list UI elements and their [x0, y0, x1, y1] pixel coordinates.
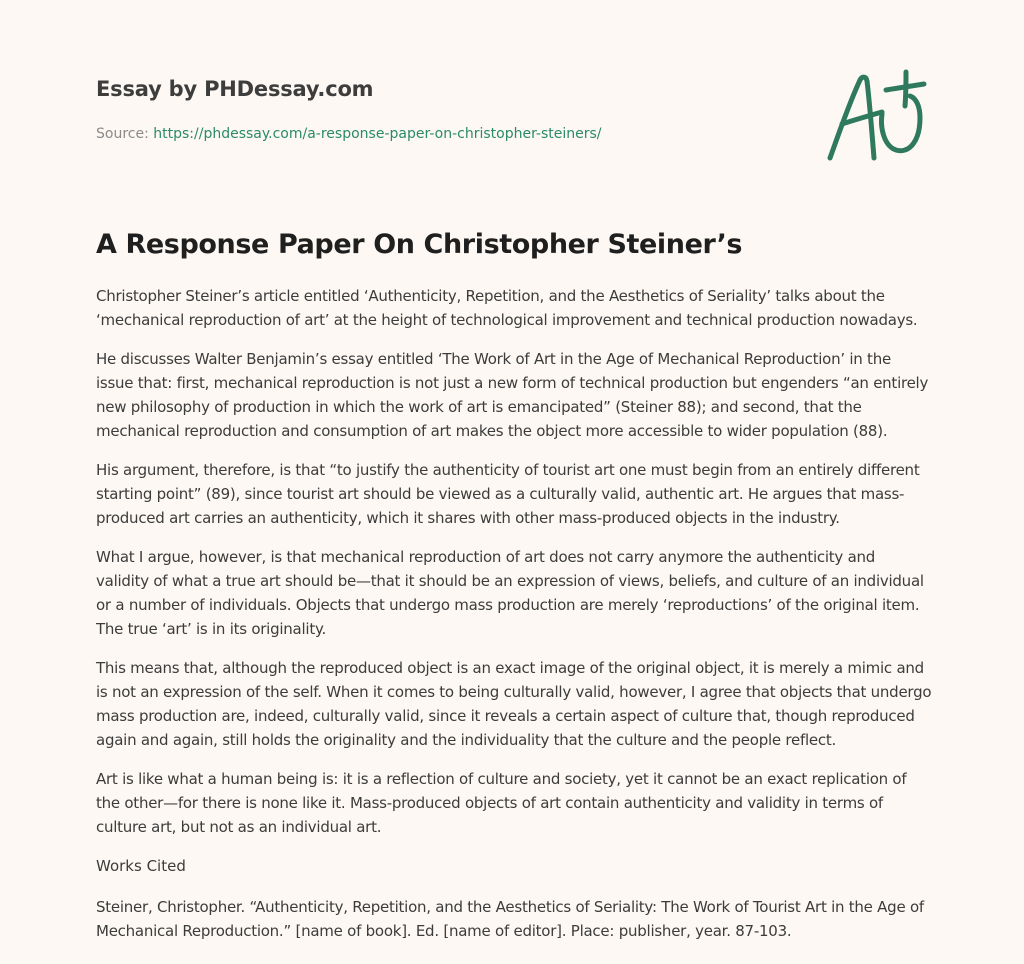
paragraph-4: What I argue, however, is that mechanical reproduction of art does not carry anymore the authenticity and validity of what a true art should be—that it should be an expression of views, beliefs, and culture of an individual or a number of individuals. Objects that undergo mass production are merely ‘reproductions’ of the original item. The true ‘art’ is in its originality. — [96, 548, 924, 638]
site-title: Essay by PHDessay.com — [96, 77, 374, 101]
paragraph-1: Christopher Steiner’s article entitled ‘Authenticity, Repetition, and the Aesthetics of Seriality’ talks about the ‘mechanical reproduction of art’ at the height of technological improvement and technical production nowadays. — [96, 287, 918, 329]
paragraph-3: His argument, therefore, is that “to justify the authenticity of tourist art one must begin from an entirely different starting point” (89), since tourist art should be viewed as a culturally valid, authentic art. He argues that mass-produced art carries an authenticity, which it shares with other mass-produced objects in the industry. — [96, 461, 920, 527]
article-body — [96, 284, 932, 958]
a-plus-logo-icon — [820, 66, 932, 166]
paragraph-2: He discusses Walter Benjamin’s essay entitled ‘The Work of Art in the Age of Mechanical Reproduction’ in the issue that: first, mechanical reproduction is not just a new form of technical production but engenders “an entirely new philosophy of production in which the work of art is emancipated” (Steiner 88); and second, that the mechanical reproduction and consumption of art makes the object more accessible to wider population (88). — [96, 350, 929, 440]
source-label: Source: — [96, 126, 149, 142]
works-cited-heading: Works Cited — [96, 857, 186, 875]
source-link[interactable]: https://phdessay.com/a-response-paper-on-christopher-steiners/ — [153, 126, 602, 142]
citation-entry: Steiner, Christopher. “Authenticity, Repetition, and the Aesthetics of Seriality: The Work of Tourist Art in the Age of Mechanical Reproduction.” [name of book]. Ed. [name of editor]. Place: publisher, year. 87-103. — [96, 898, 924, 940]
page-header — [96, 72, 856, 144]
paragraph-6: Art is like what a human being is: it is a reflection of culture and society, yet it cannot be an exact replication of the other—for there is none like it. Mass-produced objects of art contain authenticity and validity in terms of culture art, but not as an individual art. — [96, 770, 907, 836]
article-title: A Response Paper On Christopher Steiner’s — [96, 229, 743, 260]
source-line — [96, 124, 856, 144]
paragraph-5: This means that, although the reproduced object is an exact image of the original object, it is merely a mimic and is not an expression of the self. When it comes to being culturally valid, however, I agree that objects that undergo mass production are, indeed, culturally valid, since it reveals a certain aspect of culture that, though reproduced again and again, still holds the originality and the individuality that the culture and the people reflect. — [96, 659, 932, 749]
